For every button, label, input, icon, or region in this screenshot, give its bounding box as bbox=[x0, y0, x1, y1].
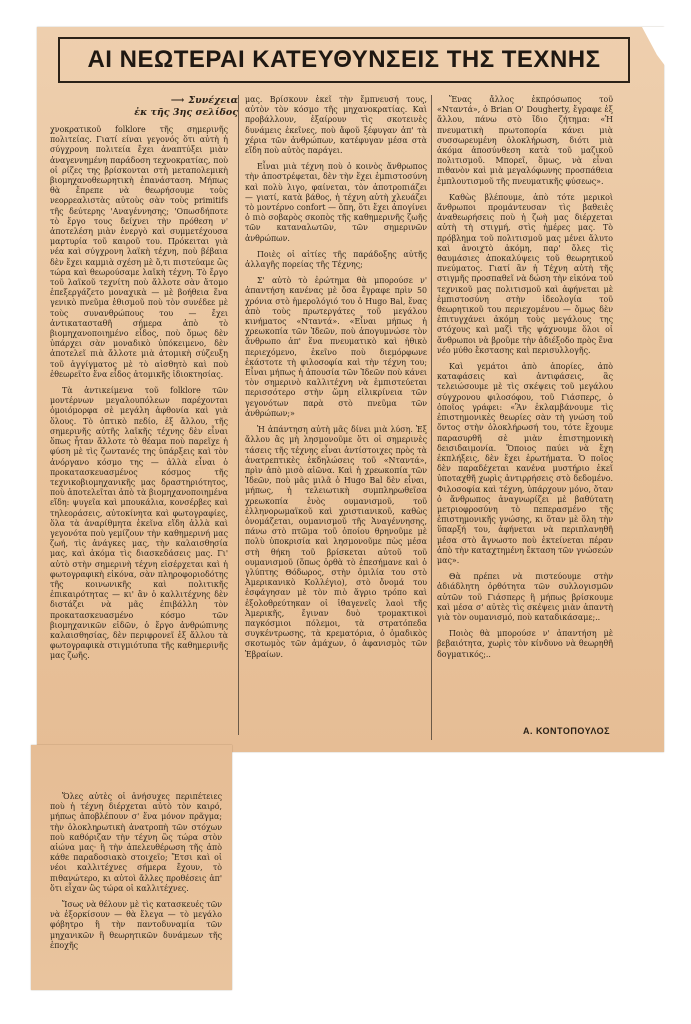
article-column-1 bbox=[50, 125, 228, 737]
paragraph: Ποιὲς οἱ αἰτίες τῆς παράδοξης αὐτῆς ἀλλαγῆς πορείας τῆς Τέχνης; bbox=[245, 249, 427, 270]
paragraph: μας. Βρίσκουν ἐκεῖ τὴν ἔμπνευσή τους, αὐτὸν τὸν κόσμο τῆς μηχανοκρατίας. Καὶ προβάλλουν, ἐξαίρουν τὶς σκοτεινὲς δυνάμεις ἐκεῖνες, ποὺ ἄφοῦ ξέφυγαν ἀπ' τὰ χέρια τῶν ἀνθρώπων, κατέφυγαν μέσα στὰ εἴδη ποὺ αὐτὸς παράγει. bbox=[245, 95, 427, 156]
author-byline: Α. ΚΟΝΤΟΠΟΥΛΟΣ bbox=[522, 726, 610, 736]
continuation-note bbox=[118, 95, 238, 119]
headline-box bbox=[58, 37, 630, 83]
headline: ΑΙ ΝΕΩΤΕΡΑΙ ΚΑΤΕΥΘΥΝΣΕΙΣ ΤΗΣ ΤΕΧΝΗΣ bbox=[87, 46, 601, 73]
paragraph: Ὅλες αὐτὲς οἱ ἀνήσυχες περιπέτειες ποὺ ἡ τέχνη διέρχεται αὐτὸ τὸν καιρό, μήπως ἀποβλέπουν σ' ἕνα μόνον πρᾶγμα; τὴν ὁλοκληρωτικὴ ἀνατροπὴ τῶν στόχων ποὺ καθόριζαν τὴν τέχνη ὣς τώρα στὸν αἰώνα μας· ἢ τὴν ἀπελευθέρωση τῆς ἀπὸ κάθε παραδοσιακὸ στοιχεῖο; Ἔτσι καὶ οἱ νέοι καλλιτέχνες σήμερα ἔχουν, τὸ πιθανώτερο, κι αὐτοὶ ἄλλες προθέσεις ἀπ' ὅτι εἶχαν ὣς τώρα οἱ καλλιτέχνες. bbox=[50, 792, 222, 893]
paragraph: Καὶ γεμάτοι ἀπὸ ἀπορίες, ἀπὸ καταφάσεις καὶ ἀντιφάσεις, ἂς τελειώσουμε μὲ τὶς σκέψεις τοῦ μεγάλου σύγχρονου φιλοσόφου, τοῦ Γιάσπερς, ὁ ὁποῖος γράφει: «Ἂν ἐκλαμβάνουμε τὶς ἐπιστημονικὲς θεωρίες σὰν τὴ γνώση τοῦ ὄντος στὴν ὁλοκλήρωσή του, τότε ἔχουμε παρασυρθῆ σὲ μιὰν ἐπιστημονικὴ δεισιδαιμονία. Ὅποιος παύει νὰ ἔχη ἐκπλήξεις, δὲν ἔχει ἐρωτήματα. Ὁ ποῖος δὲν παραδέχεται κανένα μυστήριο ἐκεῖ ὑποταχθῆ χωρὶς ἀντιρρήσεις στὸ δεδομένο. Φιλοσοφία καὶ τέχνη, ὑπάρχουν μόνο, ὅταν ὁ ἄνθρωπος ἀναγνωρίζει μὲ βαθύτατη μετριοφροσύνη τὸ πεπερασμένο τῆς ἐπιστημονικῆς γνώσης, κι ὅταν μὲ ὅλη τὴν ὕπαρξή του, ἀφήνεται νὰ περιπλανηθῆ μέσα στὸ ἄγνωστο ποὺ ἐκτείνεται πέραν ἀπὸ τὴν καταχτημένη ἔκταση τῶν γνώσεών μας». bbox=[437, 362, 613, 565]
paragraph: Σ' αὐτὸ τὸ ἐρώτημα θὰ μπορούσε ν' ἀπαντήση κανένας μὲ ὅσα ἔγραφε πρὶν 50 χρόνια στὸ ἡμερολόγιό του ὁ Hugo Bal, ἕνας ἀπὸ τοὺς πρωτεργάτες τοῦ μεγάλου κινήματος «Νταντά». «Εἶναι μήπως ἡ χρεωκοπία τῶν Ἰδεῶν, ποὺ ἀπογυμνώσε τὸν ἄνθρωπο ἀπ' ἕνα πνευματικὸ καὶ ἠθικὸ περιεχόμενο, ἐκεῖνο ποὺ διεμόρφωνε ἐκάστοτε τὴ φιλοσοφία καὶ τὴν τέχνη του; Εἶναι μήπως ἡ ἀπουσία τῶν Ἰδεῶν ποὺ κάνει τὸν σημερινὸ καλλιτέχνη νὰ ἐμπιστεύεται περισσότερο στὴν ὥμη εἰλικρίνεια τῶν γεγονότων παρὰ στὸ πνεῦμα τῶν ἀνθρώπων;» bbox=[245, 276, 427, 418]
column-divider bbox=[238, 95, 239, 735]
paragraph: Θὰ πρέπει νὰ πιστεύουμε στὴν ἀδιάδλητη ὀρθότητα τῶν συλλογισμῶν αὐτῶν τοῦ Γιάσπερς ἢ μήπως βρίσκουμε καὶ μέσα σ' αὐτὲς τὶς σκέψεις μιὰν ἀπαντὴ γιὰ τὸν ουμανισμό, ποὺ καταδικάσαμε;.. bbox=[437, 572, 613, 622]
paragraph: Καθὼς βλέπουμε, ἀπὸ τότε μερικοὶ ἄνθρωποι προμάντευσαν τὶς βαθειὲς ἀναθεωρήσεις ποὺ ἡ ζωὴ μας διέρχεται αὐτὴ τὴ στιγμή, στὶς ἡμέρες μας. Τὸ πρόβλημα τοῦ πολιτισμοῦ μας μένει ἄλυτο καὶ ἀνοιχτὸ ἀκόμη, παρ' ὅλες τὶς θαυμάσιες ἀποκαλύψεις τοῦ θεωρητικοῦ πνεύματος. Γιατί ἂν ἡ Τέχνη αὐτὴ τῆς στιγμῆς προσπαθεῖ νὰ δώση τὴν εἰκόνα τοῦ τεχνικοῦ μας πολιτισμοῦ καὶ ἀφήνεται μὲ ἐμπιστοσύνη στὴν ἰδεολογία τοῦ θεωρητικοῦ του περιεχομένου — ὅμως δὲν ἐπιτυγχάνει ἀκόμη τοὺς μεγάλους της στόχους καὶ μαζὶ τῆς ψάχνουμε ὅλοι οἱ ἄνθρωποι νὰ βροῦμε τὴν ἀδιέξοδο πρὸς ἕνα νέο μύθο ἔκστασης καὶ περισυλλογῆς. bbox=[437, 192, 613, 355]
article-column-1-continued bbox=[50, 792, 222, 982]
paragraph: Εἶναι μιὰ τέχνη ποὺ ὁ κοινὸς ἄνθρωπος τὴν ἀποστρέφεται, δὲν τὴν ἔχει ἐμπιστοσύνη καὶ πολὺ λιγο, φαίνεται, τὸν ἀποτροπιάζει — γιατί, κατὰ βάθος, ἡ τέχνη αὐτὴ χλευάζει τὸ μοντέρνο confort — ὅπη, ὅτι ἔχει ἀπογίνει ὁ πιὸ σοβαρὸς σκοπὸς τῆς καθημερινῆς ζωῆς τῶν καταναλωτῶν, τῶν σημερινῶν ἀνθρώπων. bbox=[245, 162, 427, 243]
column-divider bbox=[431, 95, 432, 740]
article-column-2 bbox=[245, 95, 427, 740]
paragraph: Ἕνας ἄλλος ἐκπρόσωπος τοῦ «Νταντά», ὁ Brian O' Dougherty, ἔγραφε ἐξ ἄλλου, πάνω στὸ ἴδιο ζήτημα: «Ἡ πνευματικὴ πρωτοπορία κάνει μιὰ συσσωρευμένη ὁλοκλήρωση, διότι μιὰ ἀκόμα ἀποσύνθεση κατὰ τοῦ μαζικοῦ πολιτισμοῦ. Μπορεῖ, ὅμως, νὰ εἶναι πιθανὸν καὶ μιὰ μεγαλόφωνης προσπάθεια ἐμπλουτισμοῦ τῆς πνευματικῆς φύσεως». bbox=[437, 95, 613, 186]
arrow-icon: ⟶ bbox=[170, 95, 185, 106]
paragraph: Τὰ ἀντικείμενα τοῦ folklore τῶν μοντέρνων μεγαλουπόλεων παρέχονται ὁμοιόμορφα σὲ μεγάλη ἀφθονία καὶ γιὰ ὅλους. Τὸ ὀπτικὸ πεδίο, ἐξ ἄλλου, τῆς σημερινῆς αὐτῆς λαϊκῆς τέχνης δὲν εἶναι ὅπως ἦταν ἄλλοτε τὸ θέαμα ποὺ παρεῖχε ἡ φύση μὲ τὶς ζωντανές της ὑπάρξεις καὶ τὸν ἀνόργανο κόσμο της — ἀλλὰ εἶναι ὁ προκατασκευασμένος κόσμος τῆς τεχνικοβιομηχανικῆς μας δραστηριότητος, ποὺ ἀποτελεῖται ἀπὸ τὰ βιομηχανοποιημένα εἴδη: ψυγεῖα καὶ μπουκάλια, κονσέρβες καὶ τηλεοράσεις, αὐτοκίνητα καὶ φωτογραφίες, ὅλα τὰ ἀναρίθμητα ἐκεῖνα εἴδη ἀλλὰ καὶ γεγονότα ποὺ γεμίζουν τὴν καθημερινή μας ζωή, τὶς ἀνάγκες μας, τὴν καλαισθησία μας, καὶ ἀκόμα τὶς διασκεδάσεις μας. Γι' αὐτὸ στὴν σημερινὴ τέχνη εἰσέρχεται καὶ ἡ φωτογραφικὴ εἰκόνα, σὰν πληροφοριοδότης τῆς κοινωνικῆς καὶ πολιτικῆς ἐπικαιρότητας — κι' ἂν ὁ καλλιτέχνης δὲν διστάζει νὰ μᾶς ἐπιβάλλη τὸν προκατασκευασμένο κόσμο τῶν βιομηχανικῶν εἰδῶν, ὁ ἔργο ἀνθρώπινης καλαισθησίας, δὲν περιφρονεῖ ἐξ ἄλλου τὰ φωτογραφικὰ στιγμιότυπα τῆς καθημερινῆς μας ζωῆς. bbox=[50, 386, 228, 661]
article-column-3 bbox=[437, 95, 613, 715]
paragraph: Ἴσως νὰ θέλουν μὲ τὶς κατασκευές τῶν νὰ ἐξορκίσουν — θὰ ἔλεγα — τὸ μεγάλο φόβητρο ἢ τὴν παντοδυναμία τῶν μηχανικῶν ἢ θεωρητικῶν δυνάμεων τῆς ἐποχῆς bbox=[50, 900, 222, 950]
paragraph: Ἡ ἀπάντηση αὐτὴ μᾶς δίνει μιὰ λύση. Ἐξ ἄλλου ἂς μὴ λησμονοῦμε ὅτι οἱ σημερινὲς τάσεις τῆς τέχνης εἶναι ἀντίστοιχες πρὸς τὰ ἀνατρεπτικὲς ἐκδηλώσεις τοῦ «Νταντά», πρὶν ἀπὸ μισὸ αἰῶνα. Καὶ ἡ χρεωκοπία τῶν Ἰδεῶν, ποὺ μᾶς μιλᾶ ὁ Hugo Bal δὲν εἶναι, μήπως, ἡ τελειωτικὴ συμπληρωθεῖσα χρεωκοπία ἑνὸς ουμανισμοῦ, τοῦ ἑλληνορωμαϊκοῦ καὶ χριστιανικοῦ, καθὼς ὀνομάζεται, ουμανισμοῦ τῆς Ἀναγέννησης, πάνω στὸ πτῶμα τοῦ ὁποίου θρηνοῦμε μὲ πολὺ ὑποκρισία καὶ λησμονοῦμε πὼς μέσα στὴ θήκη τοῦ βρίσκεται αὐτοῦ τοῦ ουμανισμοῦ (ὅπως ὀρθὰ τὸ ἐπεσήμανε καὶ ὁ γλύπτης Θόδωρος, στὴν ὁμιλία του στὸ Ἀμερικανικὸ Κολλέγιο), στὸ ὄνομά του ἐσφάγησαν μὲ τὸν πιὸ ἄγριο τρόπο καὶ ἐξολοθρεύτηκαν οἱ ἰθαγενεῖς λαοὶ τῆς Ἀμερικῆς, ἔγιναν δυὸ τρομακτικοὶ παγκόσμιοι πόλεμοι, τὰ στρατόπεδα συγκέντρωσης, τὰ κρεματόρια, ὁ ὁμαδικὸς σκοτωμὸς τῶν ἀμάχων, ὁ ἀφανισμὸς τῶν Ἑβραίων. bbox=[245, 425, 427, 659]
paragraph: Ποιὸς θὰ μπορούσε ν' ἀπαντήση μὲ βεβαιότητα, χωρὶς τὸν κίνδυνο νὰ θεωρηθῆ δογματικός;.. bbox=[437, 629, 613, 659]
continuation-from: ἐκ τῆς 3ης σελίδος bbox=[134, 107, 238, 118]
continuation-label: Συνέχεια bbox=[188, 95, 238, 106]
paragraph: χνοκρατικοῦ folklore τῆς σημερινῆς πολιτείας. Γιατί είναι γεγονός ὅτι αὐτὴ ἡ σύγχρονη πολιτεία ἔχει ἀναπτύξει μιὰν ἀναγεννημένη παράδοση τεχνοκρατίας, ποὺ οἱ ρίζες της βρίσκονται στὴ μεταπολεμικὴ βιομηχανοθεωρητικὴ ἐπανάσταση. Μήπως θὰ ἔπρεπε νὰ θεωρήσουμε τοὺς νεορρεαλιστὰς αὐτοὺς σὰν τοὺς primitifs τῆς δεύτερης 'Αναγέννησης; 'Οπωσδήποτε τὸ ἔργο τους δείχνει τὴν πρόθεση ν' ἀποτελέση μιὰν ἐνεργὸ καὶ συμμετέχουσα μαρτυρία τοῦ καιροῦ του. Πρόκειται γιὰ νέα καὶ σύγχρονη λαϊκὴ τέχνη, ποὺ βέβαια δὲν ἔχει καμμιὰ σχέση μὲ ὅ,τι πιστεύαμε ὣς τώρα καὶ θεωρούσαμε λαϊκὴ τέχνη. Τὸ ἔργο τοῦ λαϊκοῦ τεχνίτη ποὺ ἄλλοτε σὰν ἄτομο ἐπεξεργάζετο μοναχικὰ — μὲ βοήθεια ἕνα γενικὸ πνεῦμα ἐθισμοῦ ποὺ τὸν συνέδεε μὲ τοὺς συνανθρώπους του — ἔχει ἀντικατασταθῆ σήμερα ἀπὸ τὸ βιομηχανοποιημένο εἶδος, ποὺ ὅμως δὲν ὑπάρχει σὰν μοναδικὸ ὑπόκειμενο, δὲν ἀποτελεῖ πιὰ ἄλλοτε μιὰ ἀτομικὴ σύζευξη τοῦ ἀγγίγματος μὲ τὸ αἰσθητὸ καὶ ποὺ ἐθεωρεῖτο ἕνα εἶδος ἀτομικῆς ἰδιοκτησίας. bbox=[50, 125, 228, 379]
